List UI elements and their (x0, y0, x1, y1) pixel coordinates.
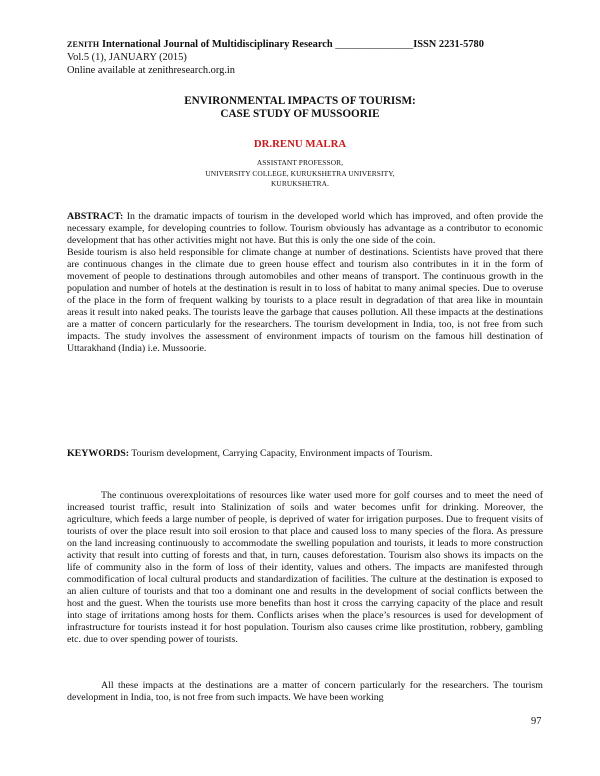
keywords-label: KEYWORDS: (67, 448, 129, 459)
paper-title (0, 95, 600, 121)
journal-brand: ZENITH (67, 40, 100, 49)
journal-header (67, 38, 543, 78)
journal-title-line (67, 38, 543, 51)
body-paragraph-2: All these impacts at the destinations are a matter of concern particularly for the researchers. The tourism development in India, too, is not free from such impacts. We have been working (67, 680, 543, 703)
header-rule: _______________ (335, 39, 414, 50)
affiliation-line3: KURUKSHETRA. (270, 179, 330, 189)
author-name: DR.RENU MALRA (253, 138, 347, 150)
paper-title-line1: ENVIRONMENTAL IMPACTS OF TOURISM: (184, 95, 416, 107)
abstract-text-1: In the dramatic impacts of tourism in the developed world which has improved, and often provide the necessary example, for developing countries to follow. Tourism obviously has advantage as a contributor to economic development that has other activities might not have. But this is only the one side of the coin. (67, 211, 543, 246)
keywords-text: Tourism development, Carrying Capacity, Environment impacts of Tourism. (129, 448, 433, 459)
paper-title-line2: CASE STUDY OF MUSSOORIE (220, 108, 380, 120)
abstract-section (67, 211, 543, 355)
journal-issn: ISSN 2231-5780 (413, 39, 484, 50)
abstract-paragraph-2: Beside tourism is also held responsible for climate change at number of destinations. Scientists have proved that there are continuous changes in the climate due to green house effect and tourism also contributes in it in the form of movement of people to destinations through automobiles and other means of transport. The continuous growth in the population and number of hotels at the destination is result in to loss of habitat to many animal species. Due to overuse of the place in the form of frequent walking by tourists to a place result in degradation of that area like in mountain areas it result into naked peaks. The tourists leave the garbage that causes pollution. All these impacts at the destinations are a matter of concern particularly for the researchers. The tourism development in India, too, is not free from such impacts. The study involves the assessment of environment impacts of tourism on the famous hill destination of Uttarakhand (India) i.e. Mussoorie. (67, 247, 543, 354)
journal-volume: Vol.5 (1), JANUARY (2015) (67, 52, 187, 64)
page-number: 97 (531, 716, 542, 727)
abstract-paragraph-1 (67, 211, 543, 247)
body-paragraph-1: The continuous overexploitations of resources like water used more for golf courses and to meet the need of increased tourist traffic, result into Stalinization of soils and water becomes unfit for drinking. Moreover, the agriculture, which feeds a large number of people, is deprived of water for irrigation purposes. Due to frequent visits of tourists of over the place result into soil erosion to that place and caused loss to many species of the flora. As pressure on the land increasing continuously to accommodate the swelling population and tourists, it leads to more construction activity that result into cutting of forests and that, in turn, causes deforestation. Tourism also shows its impacts on the life of community also in the form of loss of their identity, values and others. The impacts are manifested through commodification of local cultural products and standardization of facilities. The culture at the destination is exposed to an alien culture of tourists and that too a dominant one and results in the development of social conflicts between the host and the guest. When the tourists use more benefits than host it cross the carrying capacity of the place and result into stage of irritations among hosts for them. Conflicts arises when the place’s resources is used for development of infrastructure for tourists instead it for host population. Tourism also causes crime like prostitution, robbery, gambling etc. due to over spending power of tourists. (67, 490, 543, 645)
journal-online: Online available at zenithresearch.org.in (67, 65, 236, 77)
affiliation-line2: UNIVERSITY COLLEGE, KURUKSHETRA UNIVERSITY, (205, 168, 395, 178)
abstract-label: ABSTRACT: (67, 211, 124, 222)
affiliation-line1: ASSISTANT PROFESSOR, (256, 158, 344, 167)
author-affiliation (0, 158, 600, 190)
keywords-section (67, 448, 543, 460)
journal-name: International Journal of Multidisciplinary Research (101, 39, 333, 50)
